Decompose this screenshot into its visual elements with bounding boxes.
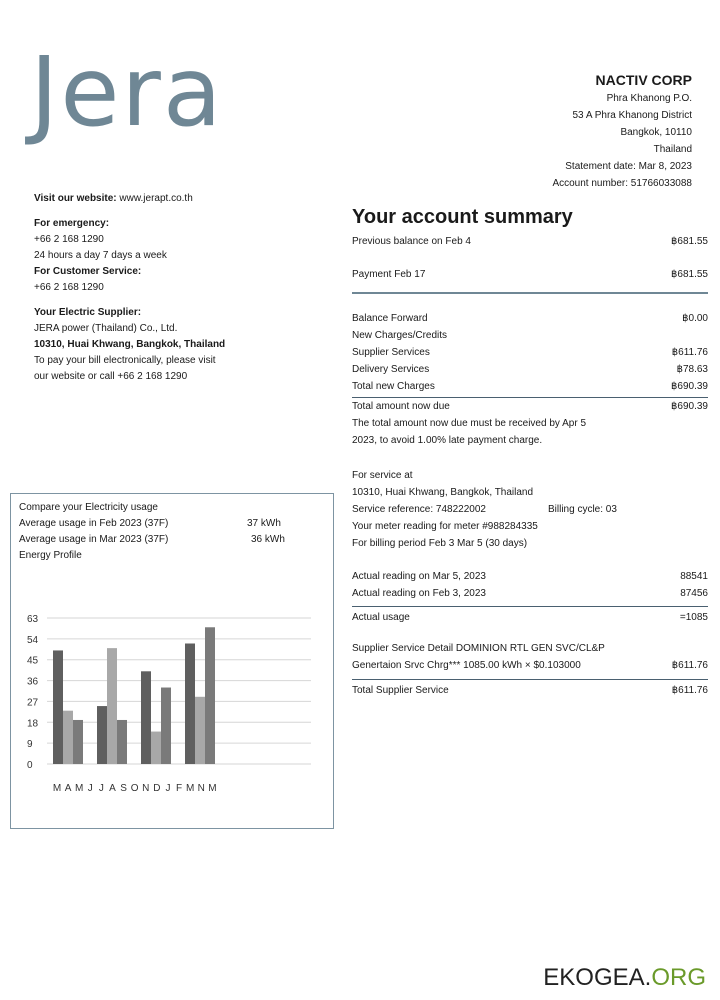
reading-feb-row [352, 585, 708, 602]
pay-instructions-2: our website or call +66 2 168 1290 [34, 371, 188, 382]
usage-comparison-box [10, 493, 334, 829]
usage-label: Actual usage [352, 612, 410, 623]
statement-date: Statement date: Mar 8, 2023 [565, 161, 692, 172]
due-note-2: 2023, to avoid 1.00% late payment charge. [352, 435, 543, 446]
energy-profile-label: Energy Profile [19, 550, 82, 561]
generation-row [352, 657, 708, 674]
supplier-label: Your Electric Supplier: [34, 307, 142, 318]
usage-bar [63, 711, 73, 764]
reading-mar-row [352, 568, 708, 585]
x-tick-label: S [120, 783, 127, 794]
x-tick-label: A [64, 783, 72, 794]
company-line: Phra Khanong P.O. [606, 93, 692, 104]
y-tick-label: 45 [27, 655, 39, 667]
total-supplier-label: Total Supplier Service [352, 685, 449, 696]
website-link[interactable]: www.jerapt.co.th [119, 193, 193, 204]
ekogea-watermark [543, 964, 706, 992]
meter-reading: Your meter reading for meter #988284335 [352, 521, 538, 532]
company-line: Thailand [653, 144, 692, 155]
y-tick-label: 18 [27, 718, 39, 730]
customer-service-phone: +66 2 168 1290 [34, 282, 104, 293]
reading-feb-value: 87456 [680, 588, 708, 599]
total-new-value: ฿690.39 [671, 381, 708, 392]
service-reference: Service reference: 748222002 [352, 504, 486, 515]
jera-logo: Jera [30, 36, 224, 148]
watermark-part-2: ORG [651, 964, 706, 991]
emergency-label: For emergency: [34, 218, 110, 229]
usage-bar [195, 697, 205, 764]
usage-bar [73, 720, 83, 764]
company-line: 53 A Phra Khanong District [572, 110, 692, 121]
delivery-services-label: Delivery Services [352, 364, 430, 375]
y-tick-label: 9 [27, 739, 33, 751]
usage-bar [141, 671, 151, 764]
x-tick-label: J [98, 783, 104, 794]
emergency-phone: +66 2 168 1290 [34, 234, 104, 245]
new-charges-label: New Charges/Credits [352, 330, 448, 341]
x-tick-label: M [208, 783, 217, 794]
usage-heading: Compare your Electricity usage [19, 502, 158, 513]
x-tick-label: N [142, 783, 150, 794]
total-supplier-value: ฿611.76 [671, 685, 708, 696]
x-tick-label: M [75, 783, 84, 794]
service-reference-row [352, 501, 708, 518]
x-tick-label: D [153, 783, 161, 794]
due-note: The total amount now due must be received by Apr 5 [352, 418, 587, 429]
previous-balance-label: Previous balance on Feb 4 [352, 236, 471, 247]
mar-usage-label: Average usage in Mar 2023 (37F) [19, 534, 169, 545]
website-line [34, 191, 334, 207]
supplier-services-row [352, 344, 708, 361]
mar-usage-value: 36 kWh [251, 534, 285, 545]
usage-bar [53, 650, 63, 764]
feb-usage-label: Average usage in Feb 2023 (37F) [19, 518, 169, 529]
account-number: Account number: 51766033088 [552, 178, 692, 189]
usage-bar [161, 688, 171, 764]
website-label: Visit our website: [34, 193, 117, 204]
balance-forward-value: ฿0.00 [682, 313, 708, 324]
usage-bar [97, 706, 107, 764]
usage-bar [185, 643, 195, 764]
total-new-row [352, 378, 708, 395]
billing-period: For billing period Feb 3 Mar 5 (30 days) [352, 538, 528, 549]
supplier-name: JERA power (Thailand) Co., Ltd. [34, 323, 178, 334]
y-tick-label: 27 [27, 697, 39, 709]
previous-balance-value: ฿681.55 [671, 236, 708, 247]
reading-mar-label: Actual reading on Mar 5, 2023 [352, 571, 486, 582]
customer-service-label: For Customer Service: [34, 266, 142, 277]
usage-bar [117, 720, 127, 764]
energy-profile-chart [11, 494, 333, 828]
previous-balance-row [352, 233, 708, 250]
total-supplier-row [352, 682, 708, 699]
x-tick-label: F [176, 783, 183, 794]
supplier-address: 10310, Huai Khwang, Bangkok, Thailand [34, 339, 226, 350]
payment-row [352, 266, 708, 283]
reading-feb-label: Actual reading on Feb 3, 2023 [352, 588, 486, 599]
supplier-services-value: ฿611.76 [671, 347, 708, 358]
company-block [552, 70, 692, 192]
generation-label: Genertaion Srvc Chrg*** 1085.00 kWh × $0.103000 [352, 660, 581, 671]
supplier-services-label: Supplier Services [352, 347, 430, 358]
watermark-part-1: EKOGEA. [543, 964, 652, 991]
contact-info [34, 191, 334, 385]
delivery-services-row [352, 361, 708, 378]
delivery-services-value: ฿78.63 [676, 364, 708, 375]
summary-title: Your account summary [352, 206, 573, 228]
service-address: 10310, Huai Khwang, Bangkok, Thailand [352, 487, 534, 498]
x-tick-label: J [165, 783, 171, 794]
total-new-label: Total new Charges [352, 381, 435, 392]
x-tick-label: N [197, 783, 205, 794]
account-summary [352, 204, 708, 699]
x-tick-label: M [186, 783, 195, 794]
balance-forward-row [352, 310, 708, 327]
total-due-value: ฿690.39 [671, 401, 708, 412]
company-line: Bangkok, 10110 [620, 127, 692, 138]
reading-mar-value: 88541 [680, 571, 708, 582]
x-tick-label: J [87, 783, 93, 794]
feb-usage-value: 37 kWh [247, 518, 281, 529]
usage-bar [205, 627, 215, 764]
x-tick-label: O [130, 783, 139, 794]
usage-bar [107, 648, 117, 764]
generation-value: ฿611.76 [671, 660, 708, 671]
billing-cycle: Billing cycle: 03 [548, 504, 617, 515]
company-name: NACTIV CORP [595, 72, 692, 88]
y-tick-label: 0 [27, 760, 33, 771]
usage-value: =1085 [679, 612, 708, 623]
total-due-label: Total amount now due [352, 401, 450, 412]
payment-label: Payment Feb 17 [352, 269, 426, 280]
emergency-hours: 24 hours a day 7 days a week [34, 250, 167, 261]
balance-forward-label: Balance Forward [352, 313, 428, 324]
y-tick-label: 63 [27, 614, 39, 625]
usage-bar [151, 732, 161, 764]
total-due-row [352, 398, 708, 415]
x-tick-label: M [52, 783, 62, 794]
supplier-detail: Supplier Service Detail DOMINION RTL GEN SVC/CL&P [352, 643, 605, 654]
y-tick-label: 54 [27, 634, 39, 646]
usage-row [352, 609, 708, 626]
x-tick-label: A [109, 783, 116, 794]
payment-value: ฿681.55 [671, 269, 708, 280]
service-at-label: For service at [352, 470, 413, 481]
y-tick-label: 36 [27, 676, 39, 688]
pay-instructions: To pay your bill electronically, please visit [34, 355, 216, 366]
